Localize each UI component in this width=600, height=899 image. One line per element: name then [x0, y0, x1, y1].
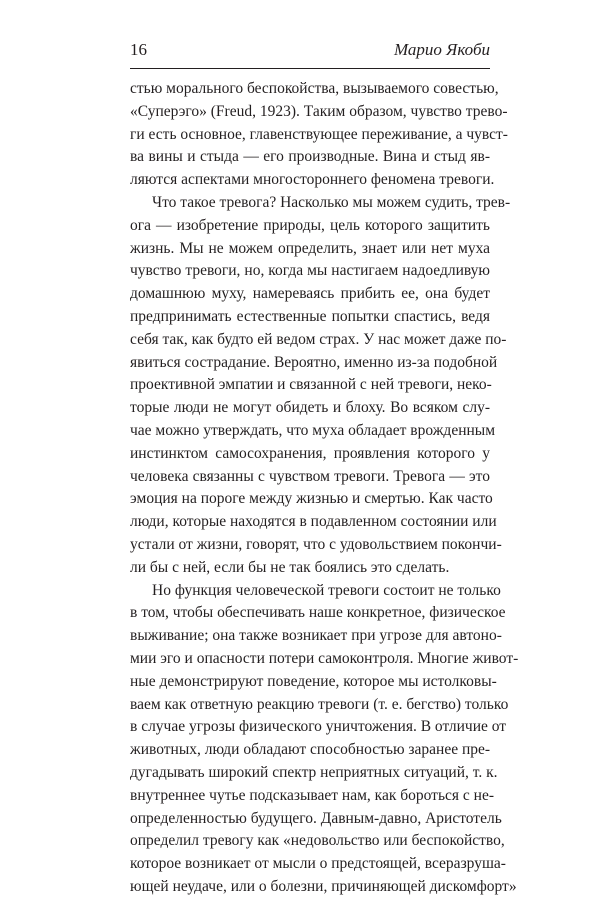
text-line: в том, чтобы обеспечивать наше конкретное, физическое [130, 604, 506, 622]
text-line: определил тревогу как «недовольство или беспокойство, [130, 832, 505, 850]
text-line: инстинктом самосохранения, проявления которого у [130, 444, 490, 462]
text-line: в случае угрозы физического уничтожения. В отличие от [130, 718, 507, 736]
text-line: ги есть основное, главенствующее переживание, а чувст- [130, 125, 508, 143]
text-line: «Суперэго» (Freud, 1923). Таким образом, чувство трево- [130, 102, 508, 120]
text-line: ли бы с ней, если бы не так боялись это сделать. [130, 558, 450, 576]
paragraph-2 [130, 192, 511, 580]
text-line: ляются аспектами многостороннего феномена тревоги. [130, 171, 495, 189]
text-line: мии эго и опасности потери самоконтроля. Многие живот- [130, 649, 519, 667]
text-line: дугадывать широкий спектр неприятных ситуаций, т. к. [130, 763, 498, 781]
text-line: люди, которые находятся в подавленном состоянии или [130, 513, 497, 531]
text-line: Но функция человеческой тревоги состоит не только [152, 581, 501, 599]
body-text [130, 78, 519, 899]
text-line: чае можно утверждать, что муха обладает врожденным [130, 421, 496, 439]
header-rule [130, 68, 490, 69]
text-line: животных, люди обладают способностью заранее пре- [130, 741, 491, 759]
text-line: которое возникает от мысли о предстоящей, всеразруша- [130, 855, 506, 873]
text-line: ога — изобретение природы, цель которого защитить [130, 216, 490, 234]
running-head-author: Марио Якоби [394, 40, 490, 59]
text-line: эмоция на пороге между жизнью и смертью. Как часто [130, 490, 493, 508]
page-number: 16 [130, 40, 147, 59]
text-line: выживание; она также возникает при угрозе для автоно- [130, 627, 502, 645]
text-line: определенностью будущего. Давным-давно, Аристотель [130, 809, 502, 827]
text-line: домашнюю муху, намереваясь прибить ее, она будет [130, 285, 490, 303]
text-line: жизнь. Мы не можем определить, знает или нет муха [130, 239, 490, 257]
text-line: проективной эмпатии и связанной с ней тревоги, неко- [130, 376, 492, 394]
text-line: Что такое тревога? Насколько мы можем судить, трев- [152, 193, 511, 211]
text-line: ва вины и стыда — его производные. Вина и стыд яв- [130, 148, 490, 166]
text-line: человека связанны с чувством тревоги. Тревога — это [130, 467, 490, 485]
paragraph-3 [130, 580, 519, 899]
paragraph-1 [130, 78, 508, 192]
text-line: устали от жизни, говорят, что с удовольствием покончи- [130, 535, 502, 553]
running-head [130, 40, 490, 66]
text-line: себя так, как будто ей ведом страх. У нас может даже по- [130, 330, 507, 348]
text-line: ные демонстрируют поведение, которое мы истолковы- [130, 672, 497, 690]
text-line: чувство тревоги, но, когда мы настигаем надоедливую [130, 262, 490, 280]
text-line: торые люди не могут обидеть и блоху. Во всяком слу- [130, 399, 490, 417]
text-line: ющей неудаче, или о болезни, причиняющей дискомфорт» [130, 877, 517, 895]
text-line: внутреннее чутье подсказывает нам, как бороться с не- [130, 786, 494, 804]
text-line: явиться сострадание. Вероятно, именно из-за подобной [130, 353, 498, 371]
text-line: предпринимать естественные попытки спастись, ведя [130, 307, 490, 325]
text-line: стью морального беспокойства, вызываемого совестью, [130, 80, 499, 97]
text-line: ваем как ответную реакцию тревоги (т. е. бегство) только [130, 695, 509, 713]
